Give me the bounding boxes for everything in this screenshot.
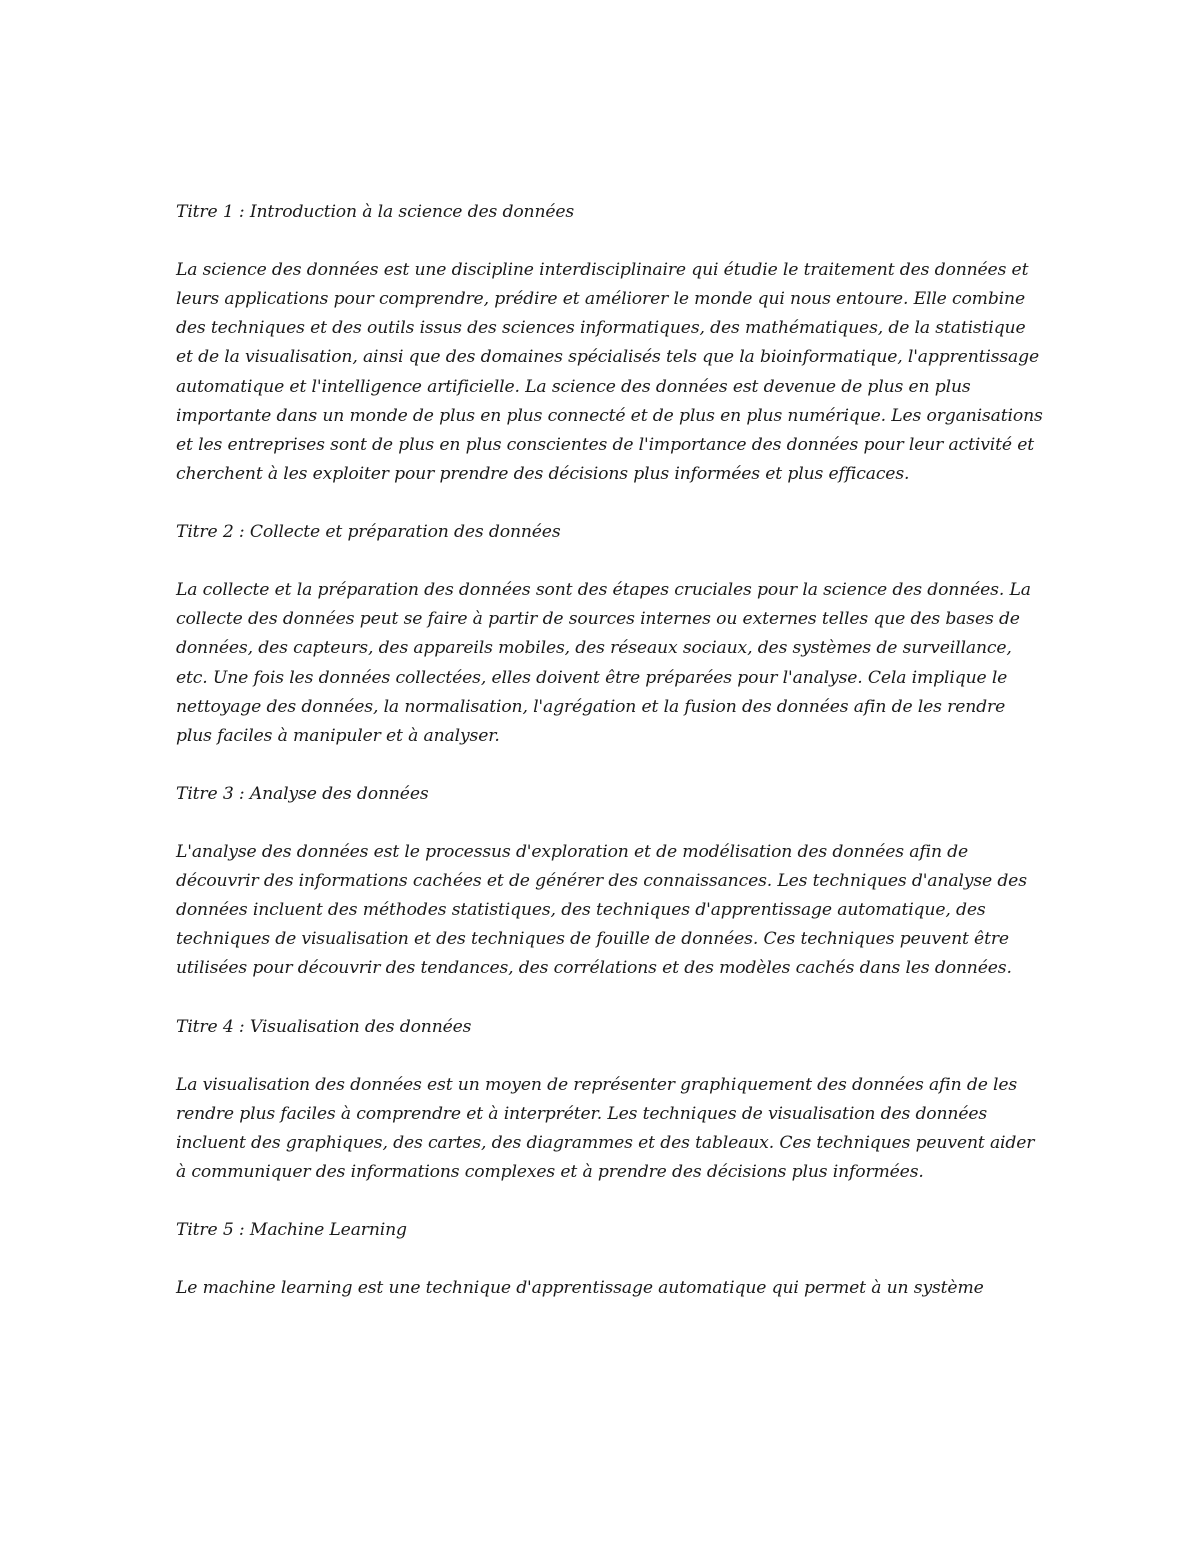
- section-title-4: Titre 4 : Visualisation des données: [176, 1016, 472, 1037]
- document-body: [176, 198, 1046, 1333]
- section-title-2: Titre 2 : Collecte et préparation des données: [176, 522, 561, 543]
- section-paragraph-3: L'analyse des données est le processus d'exploration et de modélisation des données afin de découvrir des informations cachées et de générer des connaissances. Les techniques d'analyse des données incluent des méthodes statistiques, des techniques d'apprentissage automatique, des techniques de visualisation et des techniques de fouille de données. Ces techniques peuvent être utilisées pour découvrir des tendances, des corrélations et des modèles cachés dans les données.: [176, 842, 1027, 979]
- section-paragraph-5: Le machine learning est une technique d'apprentissage automatique qui permet à un système: [176, 1278, 984, 1299]
- section-title-1: Titre 1 : Introduction à la science des données: [176, 202, 575, 222]
- section-title-5: Titre 5 : Machine Learning: [176, 1220, 407, 1241]
- section-paragraph-1: La science des données est une discipline interdisciplinaire qui étudie le traitement des données et leurs applications pour comprendre, prédire et améliorer le monde qui nous entoure. Elle combine des techniques et des outils issus des sciences informatiques, des mathématiques, de la statistique et de la visualisation, ainsi que des domaines spécialisés tels que la bioinformatique, l'apprentissage automatique et l'intelligence artificielle. La science des données est devenue de plus en plus importante dans un monde de plus en plus connecté et de plus en plus numérique. Les organisations et les entreprises sont de plus en plus conscientes de l'importance des données pour leur activité et cherchent à les exploiter pour prendre des décisions plus informées et plus efficaces.: [176, 260, 1043, 484]
- section-paragraph-2: La collecte et la préparation des données sont des étapes cruciales pour la science des données. La collecte des données peut se faire à partir de sources internes ou externes telles que des bases de données, des capteurs, des appareils mobiles, des réseaux sociaux, des systèmes de surveillance, etc. Une fois les données collectées, elles doivent être préparées pour l'analyse. Cela implique le nettoyage des données, la normalisation, l'agrégation et la fusion des données afin de les rendre plus faciles à manipuler et à analyser.: [176, 580, 1031, 746]
- section-paragraph-4: La visualisation des données est un moyen de représenter graphiquement des données afin de les rendre plus faciles à comprendre et à interpréter. Les techniques de visualisation des données incluent des graphiques, des cartes, des diagrammes et des tableaux. Ces techniques peuvent aider à communiquer des informations complexes et à prendre des décisions plus informées.: [176, 1074, 1035, 1183]
- section-title-3: Titre 3 : Analyse des données: [176, 783, 429, 804]
